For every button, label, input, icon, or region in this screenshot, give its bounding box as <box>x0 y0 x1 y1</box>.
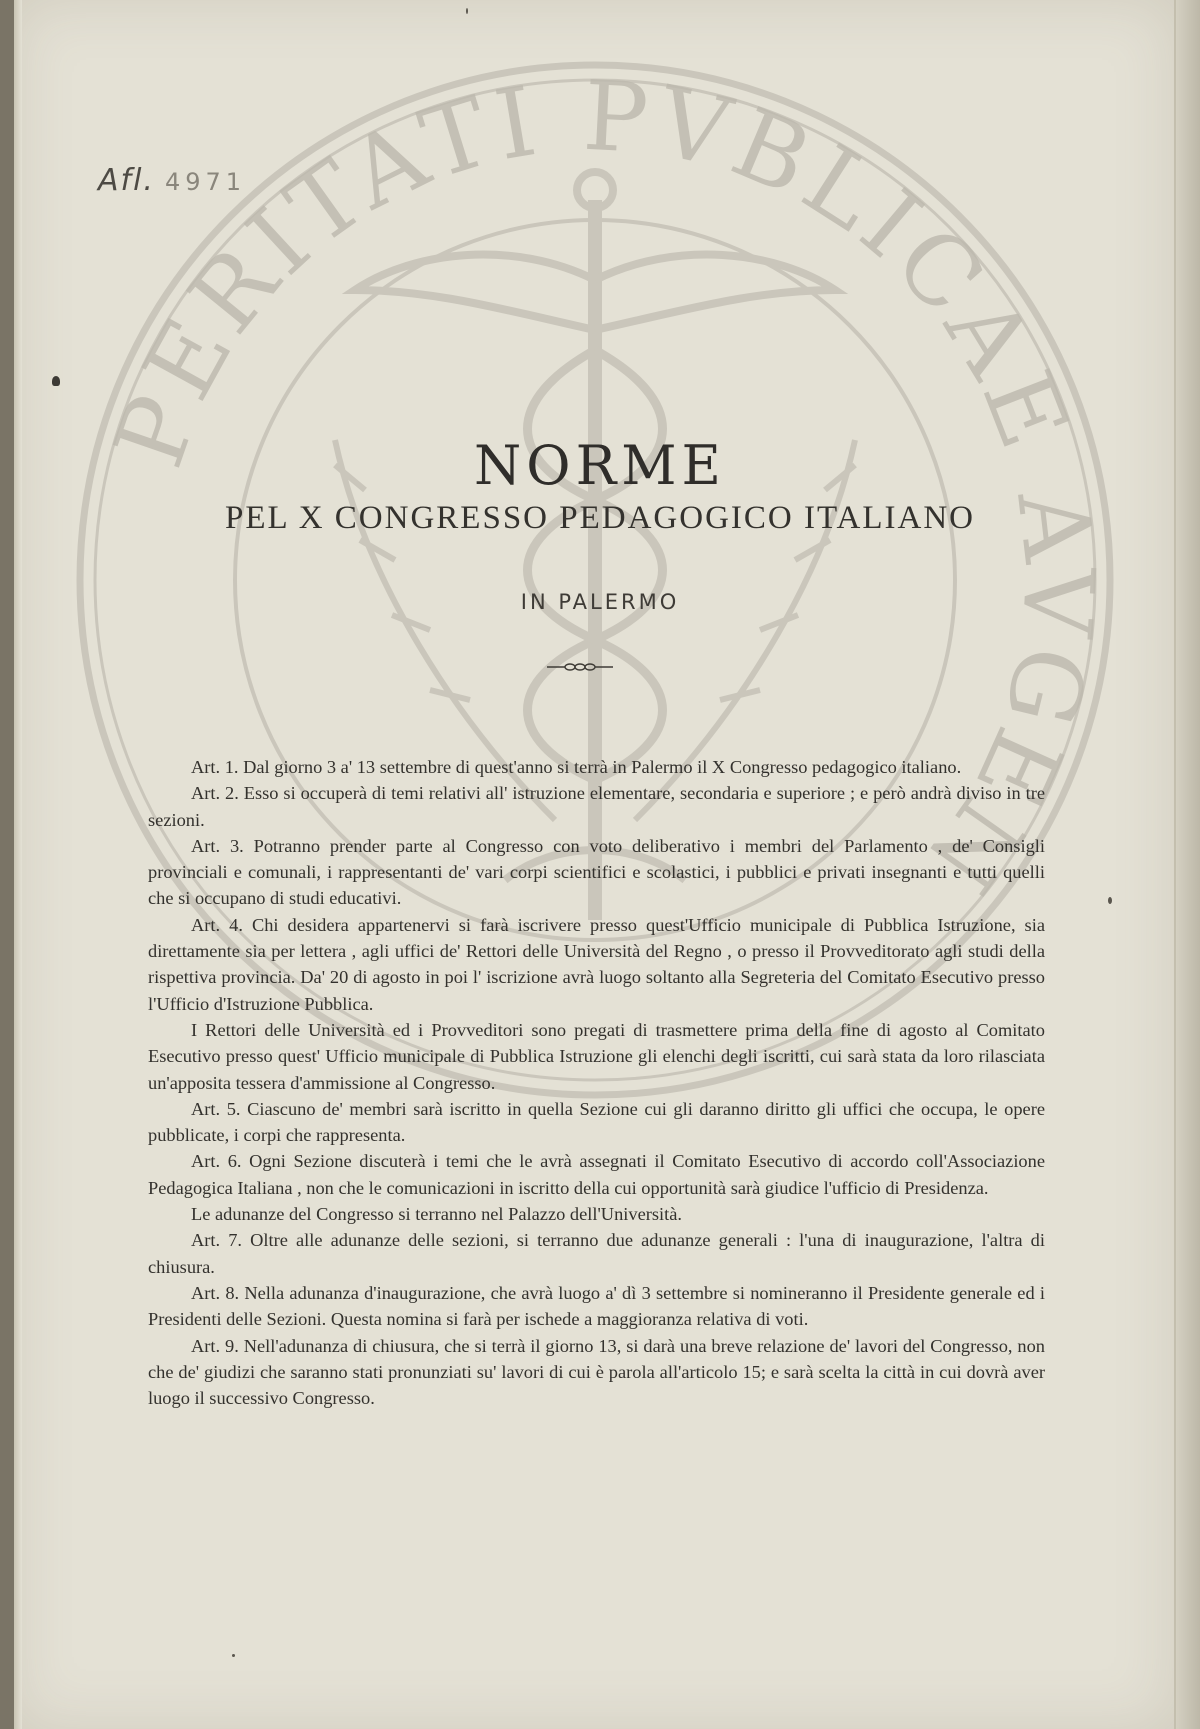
document-place: IN PALERMO <box>520 590 680 614</box>
margin-ink-mark <box>52 376 60 386</box>
shelfmark-number: 4971 <box>164 168 247 196</box>
document-subtitle: PEL X CONGRESSO PEDAGOGICO ITALIANO <box>225 500 975 536</box>
paper-speck <box>232 1654 235 1657</box>
svg-text:PERITATI PVBLICAE AVGEN: PERITATI PVBLICAE AVGEN <box>92 59 1116 917</box>
article-5: Art. 5. Ciascuno de' membri sarà iscritto in quella Sezione cui gli daranno diritto gli uffici che occupa, le opere pubblicate, i corpi che rappresenta. <box>148 1098 1045 1146</box>
page-fold-shadow <box>14 0 22 1729</box>
document-title: NORME <box>474 434 726 498</box>
article-1: Art. 1. Dal giorno 3 a' 13 settembre di quest'anno si terrà in Palermo il X Congresso pedagogico italiano. <box>191 757 962 777</box>
ornament-rule <box>545 660 615 674</box>
shelfmark-prefix: Afl. <box>98 163 155 198</box>
paper-speck <box>466 8 468 14</box>
article-9: Art. 9. Nell'adunanza di chiusura, che si terrà il giorno 13, si darà una breve relazione de' lavori del Congresso, non che de' giudizi che saranno stati pronunziati su' lavori di cui è parola all'articolo 15; e sarà scelta la città in cui dovrà aver luogo il successivo Congresso. <box>148 1335 1045 1409</box>
article-6-note: Le adunanze del Congresso si terranno nel Palazzo dell'Università. <box>191 1204 683 1225</box>
articles-body <box>148 754 1045 1411</box>
article-7: Art. 7. Oltre alle adunanze delle sezioni, si terranno due adunanze generali : l'una di inaugurazione, l'altra di chiusura. <box>148 1230 1045 1277</box>
page-edge <box>1174 0 1200 1729</box>
article-2: Art. 2. Esso si occuperà di temi relativi all' istruzione elementare, secondaria e superiore ; e però andrà diviso in tre sezioni. <box>148 783 1045 830</box>
article-3: Art. 3. Potranno prender parte al Congresso con voto deliberativo i membri del Parlamento , de' Consigli provinciali e comunali, i rappresentanti de' vari corpi scientifici e scolastici, i pubblici e privati insegnanti e tutti quelli che si occupano di studi educativi. <box>148 835 1045 909</box>
article-4-note: I Rettori delle Università ed i Provveditori sono pregati di trasmettere prima della fine di agosto al Comitato Esecutivo presso quest' Ufficio municipale di Pubblica Istruzione gli elenchi degli iscritti, cui sarà stata da loro rilasciata un'apposita tessera d'ammissione al Congresso. <box>148 1019 1045 1093</box>
shelfmark-annotation <box>98 163 246 198</box>
article-8: Art. 8. Nella adunanza d'inaugurazione, che avrà luogo a' dì 3 settembre si nomineranno il Presidente generale ed i Presidenti delle Sezioni. Questa nomina si farà per ischede a maggioranza relativa di voti. <box>148 1282 1045 1330</box>
article-6: Art. 6. Ogni Sezione discuterà i temi che le avrà assegnati il Comitato Esecutivo di accordo coll'Associazione Pedagogica Italiana , non che le comunicazioni in iscritto della cui opportunità sarà giudice l'ufficio di Presidenza. <box>148 1151 1045 1198</box>
article-4: Art. 4. Chi desidera appartenervi si farà iscrivere presso quest'Ufficio municipale di Pubblica Istruzione, sia direttamente sia per lettera , agli uffici de' Rettori delle Università del Regno , o presso il Provveditorato agli studi della rispettiva provincia. Da' 20 di agosto in poi l' iscrizione avrà luogo soltanto alla Segreteria del Comitato Esecutivo presso l'Ufficio d'Istruzione Pubblica. <box>148 914 1045 1014</box>
paper-speck <box>1108 897 1112 904</box>
